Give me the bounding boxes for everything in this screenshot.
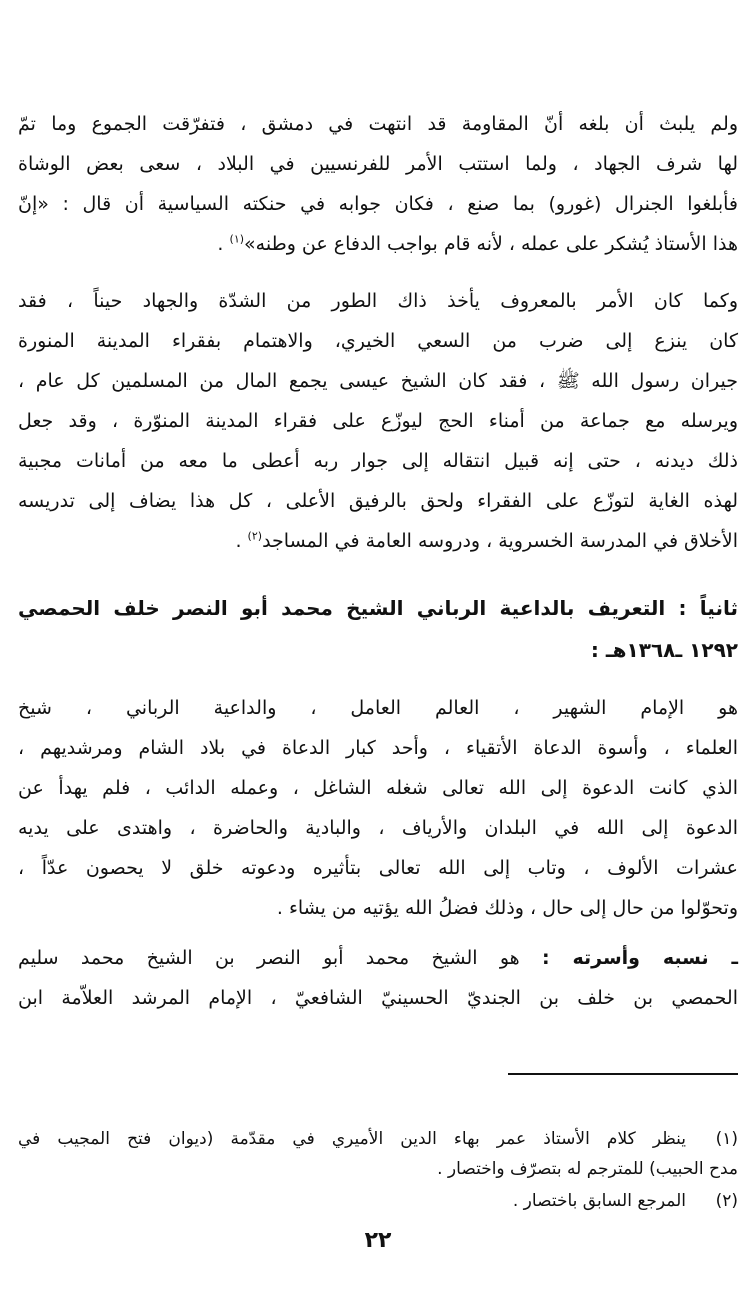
footnote-text: المرجع السابق باختصار . [512,1191,686,1211]
heading-dates: ١٢٩٢ ـ١٣٦٨هـ : [590,638,738,662]
text-line: ولم يلبث أن بلغه أنّ المقاومة قد انتهت في دمشق ، فتفرّقت الجموع وما تمّ [18,113,738,135]
sentence-end: . [235,530,248,552]
lineage-label: ـ نسبه وأسرته : [542,947,738,969]
text-line [18,224,738,264]
text-line [18,521,738,561]
footnote-ref-2[interactable]: (٢) [247,529,263,543]
text-line: فأبلغوا الجنرال (غورو) بما صنع ، فكان جوابه في حنكته السياسية أن قال : «إنّ [18,193,738,215]
book-page [18,0,738,1310]
footnote-line [18,1184,738,1218]
text-line: لها شرف الجهاد ، ولما استتب الأمر للفرنسيين في البلاد ، سعى بعض الوشاة [18,153,738,175]
footnote-line: مدح الحبيب) للمترجم له بتصرّف واختصار . [437,1159,738,1179]
footnote-line [18,1122,738,1156]
text-line: هو الإمام الشهير ، العالم العامل ، والداعية الرباني ، شيخ [18,697,738,719]
footnote-number: (٢) [715,1191,738,1211]
text-line: ويرسله مع جماعة من أمناء الحج ليوزّع على فقراء المدينة المنوّرة ، وقد جعل [18,410,738,432]
text-line: عشرات الألوف ، وتاب إلى الله تعالى بتأثيره ودعوته خلق لا يحصون عدّاً ، [18,857,738,879]
text-line: الدعوة إلى الله في البلدان والأرياف ، والبادية والحاضرة ، واهتدى على يديه [18,817,738,839]
text-run: الأخلاق في المدرسة الخسروية ، ودروسه العامة في المساجد [262,530,738,552]
text-line: لهذه الغاية لتوزّع على الفقراء ولحق بالرفيق الأعلى ، كل هذا يضاف إلى تدريسه [18,490,738,512]
text-line: الحمصي بن خلف بن الجنديّ الحسينيّ الشافعيّ ، الإمام المرشد العلاّمة ابن [18,987,738,1009]
text-line: جيران رسول الله ﷺ ، فقد كان الشيخ عيسى يجمع المال من المسلمين كل عام ، [18,370,738,392]
text-line: العلماء ، وأسوة الدعاة الأتقياء ، وأحد كبار الدعاة في بلاد الشام ومرشديهم ، [18,737,738,759]
footnote-separator [508,1073,738,1075]
footnote-number: (١) [715,1129,738,1149]
footnote-ref-1[interactable]: (١) [229,232,245,246]
text-line [18,938,738,978]
text-line: وكما كان الأمر بالمعروف يأخذ ذاك الطور من الشدّة والجهاد حيناً ، فقد [18,290,738,312]
text-line: الذي كانت الدعوة إلى الله تعالى شغله الشاغل ، وعمله الدائب ، فلم يهدأ عن [18,777,738,799]
text-line: ذلك ديدنه ، حتى إنه قبيل انتقاله إلى جوار ربه أعطى ما معه من أمانات مجبية [18,450,738,472]
text-line: وتحوّلوا من حال إلى حال ، وذلك فضلُ الله يؤتيه من يشاء . [276,897,738,919]
footnote-text: ينظر كلام الأستاذ عمر بهاء الدين الأميري في مقدّمة (ديوان فتح المجيب في [18,1129,686,1149]
text-run: هو الشيخ محمد أبو النصر بن الشيخ محمد سليم [18,947,542,969]
sentence-end: . [217,233,230,255]
heading-line: ثانياً : التعريف بالداعية الرباني الشيخ محمد أبو النصر خلف الحمصي [18,596,738,620]
text-line: كان ينزع إلى ضرب من السعي الخيري، والاهتمام بفقراء المدينة المنورة [18,330,738,352]
page-number: ٢٢ [364,1228,392,1253]
text-run: هذا الأستاذ يُشكر على عمله ، لأنه قام بواجب الدفاع عن وطنه» [244,233,738,255]
